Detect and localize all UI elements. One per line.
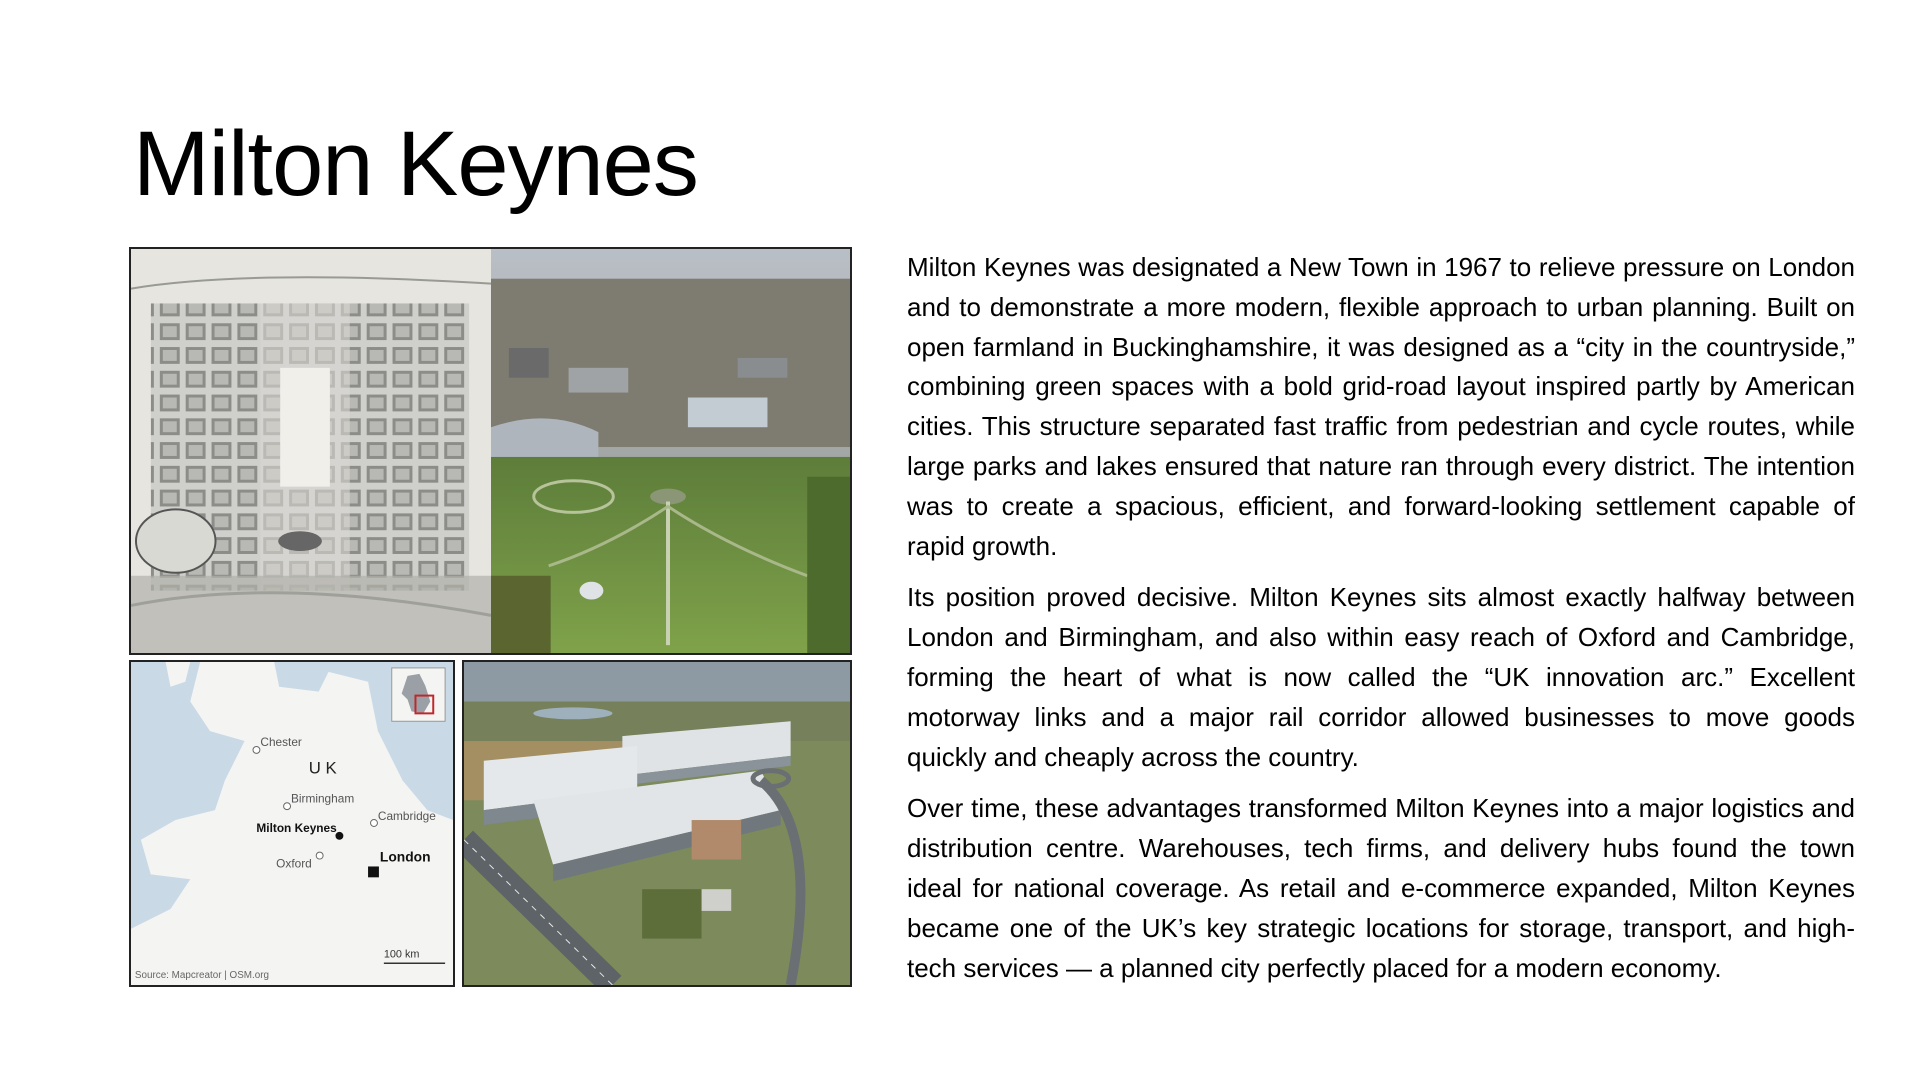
map-label-milton-keynes: Milton Keynes [256,820,337,835]
uk-location-map [129,660,455,987]
london-marker [368,866,379,877]
oxford-marker [316,852,323,859]
slide-title: Milton Keynes [133,113,698,215]
paragraph-1: Milton Keynes was designated a New Town in 1967 to relieve pressure on London and to demonstrate a more modern, flexible approach to urban planning. Built on open farmland in Buckinghamshire, it was designed as a “city in the countryside,” combining green spaces with a bold grid-road layout inspired partly by American cities. This structure separated fast traffic from pedestrian and cycle routes, while large parks and lakes ensured that nature ran through every district. The intention was to create a spacious, efficient, and forward-looking settlement capable of rapid growth. [907,252,1855,561]
city-plan-and-aerial-photo [129,247,852,655]
warehouse-aerial-photo [462,660,852,987]
map-label-uk: U K [308,758,337,778]
body-text [907,248,1855,1000]
map-label-cambridge: Cambridge [377,809,436,824]
paragraph-2: Its position proved decisive. Milton Keynes sits almost exactly halfway between London and Birmingham, and also within easy reach of Oxford and Cambridge, forming the heart of what is now called the “UK innovation arc.” Excellent motorway links and a major rail corridor allowed businesses to move goods quickly and cheaply across the country. [907,582,1855,772]
paragraph-3: Over time, these advantages transformed Milton Keynes into a major logistics and distribution centre. Warehouses, tech firms, and delivery hubs found the town ideal for national coverage. As retail and e-commerce expanded, Milton Keynes became one of the UK’s key strategic locations for storage, transport, and high-tech services — a planned city perfectly placed for a modern economy. [907,793,1855,983]
map-scale-label: 100 km [383,948,420,961]
map-label-birmingham: Birmingham [291,791,355,806]
cambridge-marker [371,820,378,827]
map-label-oxford: Oxford [276,856,312,871]
map-label-chester: Chester [260,734,302,749]
chester-marker [253,746,260,753]
birmingham-marker [284,803,291,810]
map-label-london: London [379,848,431,865]
map-source: Source: Mapcreator | OSM.org [134,970,270,982]
